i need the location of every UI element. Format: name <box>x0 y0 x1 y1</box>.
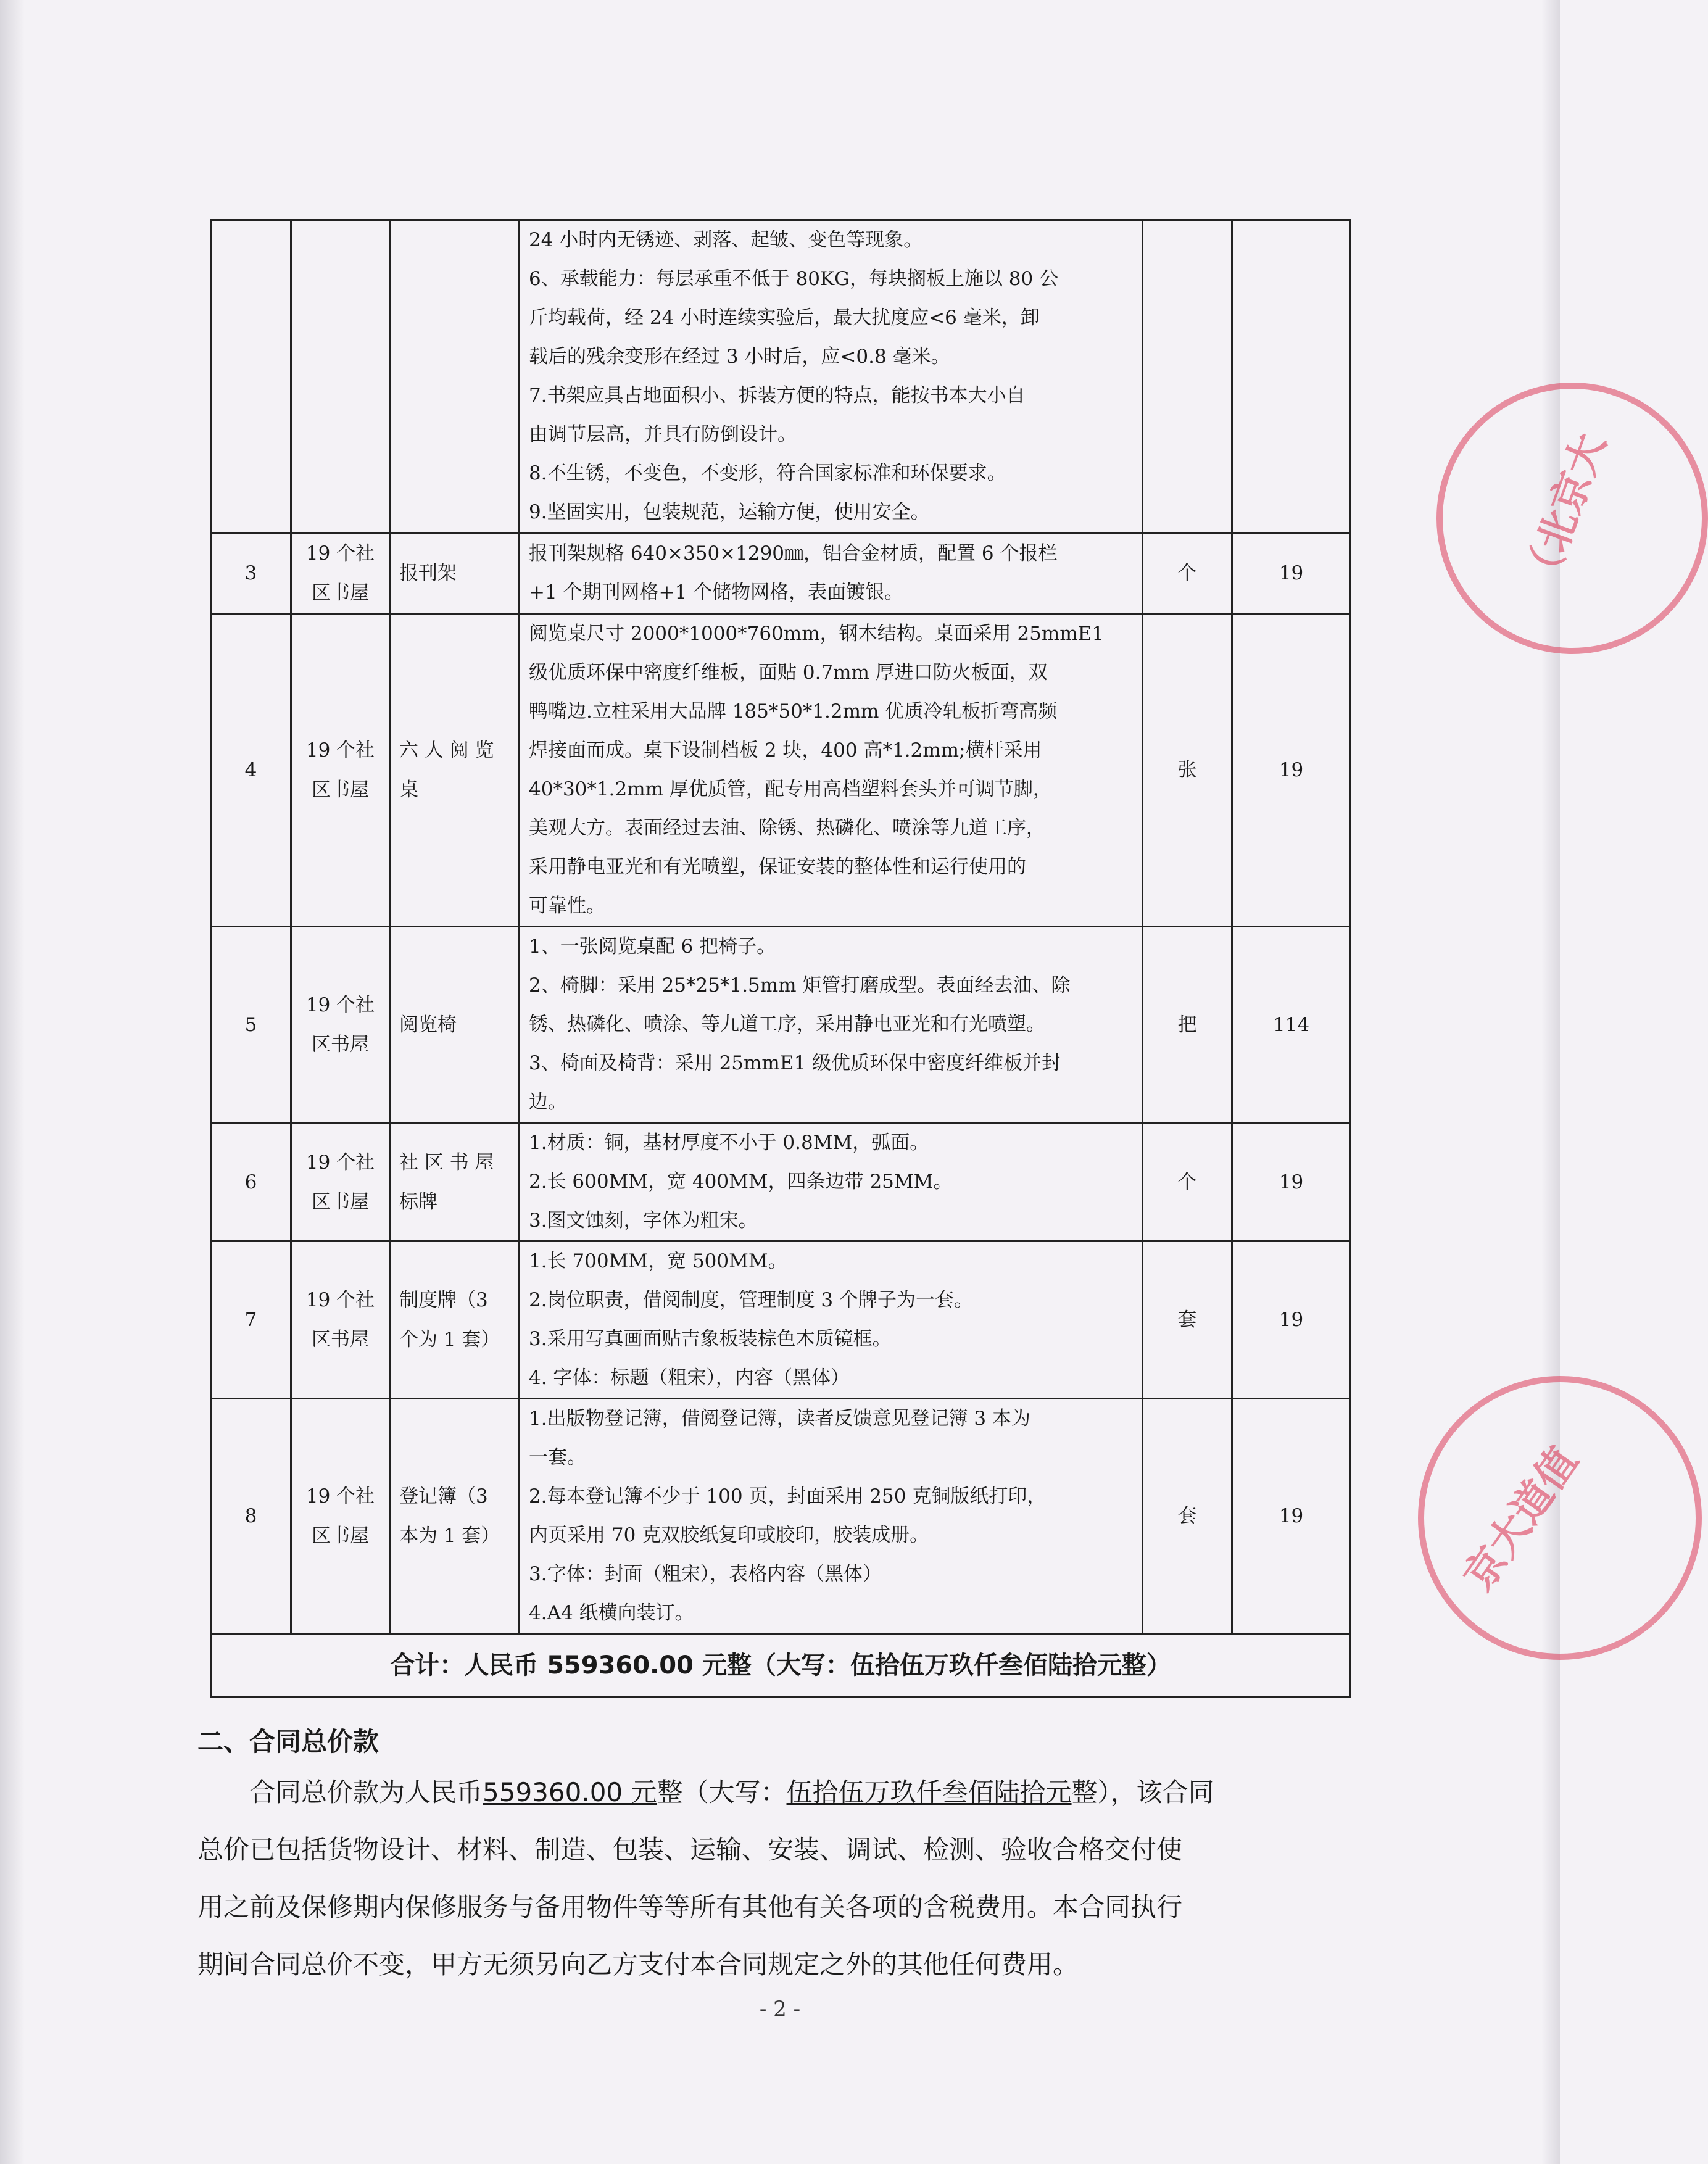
item-unit: 套 <box>1143 1242 1232 1399</box>
cell-line: 区书屋 <box>312 1329 369 1351</box>
section-heading: 二、合同总价款 <box>197 1727 379 1757</box>
cell-line: 标牌 <box>399 1190 437 1213</box>
cell-line: 鸭嘴边.立柱采用大品牌 185*50*1.2mm 优质冷轧板折弯高频 <box>529 700 1058 723</box>
item-location <box>291 220 390 533</box>
item-quantity: 19 <box>1232 1123 1351 1242</box>
cell-line: 一套。 <box>529 1446 586 1469</box>
cell-line: 1.长 700MM，宽 500MM。 <box>529 1250 787 1272</box>
item-location <box>291 614 390 927</box>
cell-line: 可靠性。 <box>529 895 605 917</box>
item-description <box>520 927 1143 1123</box>
cell-line: 登记簿（3 <box>399 1485 488 1507</box>
item-quantity: 19 <box>1232 1242 1351 1399</box>
cell-line: 桌 <box>399 779 418 801</box>
cell-line: 载后的残余变形在经过 3 小时后，应<0.8 毫米。 <box>529 346 950 368</box>
item-location <box>291 927 390 1123</box>
cell-line: 报刊架规格 640×350×1290㎜，铝合金材质，配置 6 个报栏 <box>529 542 1058 565</box>
item-name <box>390 1123 520 1242</box>
specification-table-body <box>211 220 1351 1634</box>
para-text-c: 整），该合同 <box>1071 1777 1214 1807</box>
item-description <box>520 220 1143 533</box>
cell-line: 19 个社 <box>305 542 375 565</box>
cell-line: 6、承载能力：每层承重不低于 80KG，每块搁板上施以 80 公 <box>529 268 1059 290</box>
amount-figures: 559360.00 元 <box>483 1777 657 1807</box>
item-name <box>390 220 520 533</box>
item-location <box>291 533 390 614</box>
cell-line: 2.每本登记簿不少于 100 页，封面采用 250 克铜版纸打印， <box>529 1485 1047 1507</box>
page-edge-right <box>1541 0 1560 2164</box>
item-quantity <box>1232 220 1351 533</box>
table-row <box>211 1242 1351 1399</box>
cell-line: 19 个社 <box>305 993 375 1016</box>
cell-line: 阅览桌尺寸 2000*1000*760mm，钢木结构。桌面采用 25mmE1 <box>529 623 1105 645</box>
cell-line: 40*30*1.2mm 厚优质管，配专用高档塑料套头并可调节脚， <box>529 778 1052 800</box>
item-number: 3 <box>211 533 291 614</box>
cell-line: +1 个期刊网格+1 个储物网格，表面镀银。 <box>529 581 904 603</box>
amount-chinese: 伍拾伍万玖仟叁佰陆拾元 <box>786 1777 1072 1807</box>
item-number: 5 <box>211 927 291 1123</box>
cell-line: 19 个社 <box>305 739 375 761</box>
cell-line: 3.图文蚀刻，字体为粗宋。 <box>529 1209 758 1232</box>
cell-line: 1.出版物登记簿，借阅登记簿，读者反馈意见登记簿 3 本为 <box>529 1407 1031 1430</box>
item-unit: 个 <box>1143 533 1232 614</box>
item-description <box>520 1123 1143 1242</box>
cell-line: 19 个社 <box>305 1151 375 1174</box>
red-seal-top <box>1436 383 1708 654</box>
cell-line: 1、一张阅览桌配 6 把椅子。 <box>529 935 776 958</box>
cell-line: 内页采用 70 克双胶纸复印或胶印，胶装成册。 <box>529 1524 929 1546</box>
cell-line: 4. 字体：标题（粗宋），内容（黑体） <box>529 1367 850 1389</box>
table-row <box>211 927 1351 1123</box>
contract-price-paragraph <box>197 1764 1370 1993</box>
cell-line: 美观大方。表面经过去油、除锈、热磷化、喷涂等九道工序， <box>529 817 1045 839</box>
item-unit: 把 <box>1143 927 1232 1123</box>
cell-line: 3、椅面及椅背：采用 25mmE1 级优质环保中密度纤维板并封 <box>529 1052 1061 1074</box>
cell-line: 24 小时内无锈迹、剥落、起皱、变色等现象。 <box>529 229 923 251</box>
cell-line: 区书屋 <box>312 582 369 604</box>
cell-line: 斤均载荷，经 24 小时连续实验后，最大扰度应<6 毫米，卸 <box>529 307 1040 329</box>
cell-line: 9.坚固实用，包装规范，运输方便，使用安全。 <box>529 501 930 523</box>
item-name <box>390 614 520 927</box>
table-row <box>211 1123 1351 1242</box>
item-location <box>291 1242 390 1399</box>
para-line-4: 期间合同总价不变，甲方无须另向乙方支付本合同规定之外的其他任何费用。 <box>197 1949 1079 1980</box>
item-unit: 套 <box>1143 1399 1232 1634</box>
cell-line: 7.书架应具占地面积小、拆装方便的特点，能按书本大小自 <box>529 384 1026 407</box>
cell-line: 焊接面而成。桌下设制档板 2 块，400 高*1.2mm;横杆采用 <box>529 739 1042 761</box>
item-number: 8 <box>211 1399 291 1634</box>
cell-line: 1.材质：铜，基材厚度不小于 0.8MM，弧面。 <box>529 1132 929 1154</box>
cell-line: 区书屋 <box>312 1525 369 1547</box>
cell-line: 个为 1 套） <box>399 1329 500 1351</box>
cell-line: 六 人 阅 览 <box>399 739 494 761</box>
item-number: 7 <box>211 1242 291 1399</box>
item-name <box>390 1399 520 1634</box>
seal-text-top: （北京大 <box>1514 427 1615 597</box>
total-row <box>211 1634 1351 1698</box>
table-row <box>211 614 1351 927</box>
item-unit: 张 <box>1143 614 1232 927</box>
cell-line: 2.长 600MM，宽 400MM，四条边带 25MM。 <box>529 1171 953 1193</box>
item-name <box>390 1242 520 1399</box>
cell-line: 采用静电亚光和有光喷塑，保证安装的整体性和运行使用的 <box>529 856 1026 878</box>
item-unit: 个 <box>1143 1123 1232 1242</box>
table-row <box>211 220 1351 533</box>
page-edge-left <box>0 0 25 2164</box>
cell-line: 本为 1 套） <box>399 1525 500 1547</box>
item-number: 6 <box>211 1123 291 1242</box>
cell-line: 区书屋 <box>312 1033 369 1056</box>
cell-line: 边。 <box>529 1091 567 1113</box>
cell-line: 2.岗位职责，借阅制度，管理制度 3 个牌子为一套。 <box>529 1289 974 1311</box>
red-seal-bottom <box>1418 1376 1702 1660</box>
item-quantity: 19 <box>1232 1399 1351 1634</box>
cell-line: 级优质环保中密度纤维板，面贴 0.7mm 厚进口防火板面，双 <box>529 661 1048 684</box>
cell-line: 区书屋 <box>312 779 369 801</box>
cell-line: 19 个社 <box>305 1289 375 1311</box>
specification-table <box>210 219 1351 1698</box>
para-text-a: 合同总价款为人民币 <box>249 1777 483 1807</box>
item-description <box>520 1399 1143 1634</box>
cell-line: 阅览椅 <box>399 1013 457 1036</box>
para-text-b: 整（大写： <box>657 1777 787 1807</box>
item-quantity: 19 <box>1232 614 1351 927</box>
cell-line: 锈、热磷化、喷涂、等九道工序，采用静电亚光和有光喷塑。 <box>529 1013 1045 1035</box>
cell-line: 3.字体：封面（粗宋），表格内容（黑体） <box>529 1563 882 1585</box>
para-line-2: 总价已包括货物设计、材料、制造、包装、运输、安装、调试、检测、验收合格交付使 <box>197 1834 1183 1865</box>
item-quantity: 19 <box>1232 533 1351 614</box>
cell-line: 8.不生锈，不变色，不变形，符合国家标准和环保要求。 <box>529 462 1006 484</box>
cell-line: 19 个社 <box>305 1485 375 1507</box>
total-amount: 合计：人民币 559360.00 元整（大写：伍拾伍万玖仟叁佰陆拾元整） <box>211 1634 1351 1698</box>
cell-line: 3.采用写真画面贴吉象板装棕色木质镜框。 <box>529 1328 892 1350</box>
item-location <box>291 1123 390 1242</box>
para-line-3: 用之前及保修期内保修服务与备用物件等等所有其他有关各项的含税费用。本合同执行 <box>197 1892 1183 1922</box>
cell-line: 制度牌（3 <box>399 1289 488 1311</box>
item-number <box>211 220 291 533</box>
cell-line: 报刊架 <box>399 562 457 584</box>
item-unit <box>1143 220 1232 533</box>
item-name <box>390 533 520 614</box>
item-description <box>520 533 1143 614</box>
cell-line: 2、椅脚：采用 25*25*1.5mm 矩管打磨成型。表面经去油、除 <box>529 974 1071 997</box>
item-quantity: 114 <box>1232 927 1351 1123</box>
item-name <box>390 927 520 1123</box>
item-description <box>520 614 1143 927</box>
table-row <box>211 533 1351 614</box>
cell-line: 社 区 书 屋 <box>399 1151 494 1174</box>
item-number: 4 <box>211 614 291 927</box>
page-number: - 2 - <box>759 1997 801 2021</box>
cell-line: 区书屋 <box>312 1190 369 1213</box>
cell-line: 由调节层高，并具有防倒设计。 <box>529 423 797 446</box>
item-description <box>520 1242 1143 1399</box>
table-row <box>211 1399 1351 1634</box>
item-location <box>291 1399 390 1634</box>
seal-text-bottom: 京大道值 <box>1454 1438 1588 1599</box>
cell-line: 4.A4 纸横向装订。 <box>529 1602 694 1624</box>
